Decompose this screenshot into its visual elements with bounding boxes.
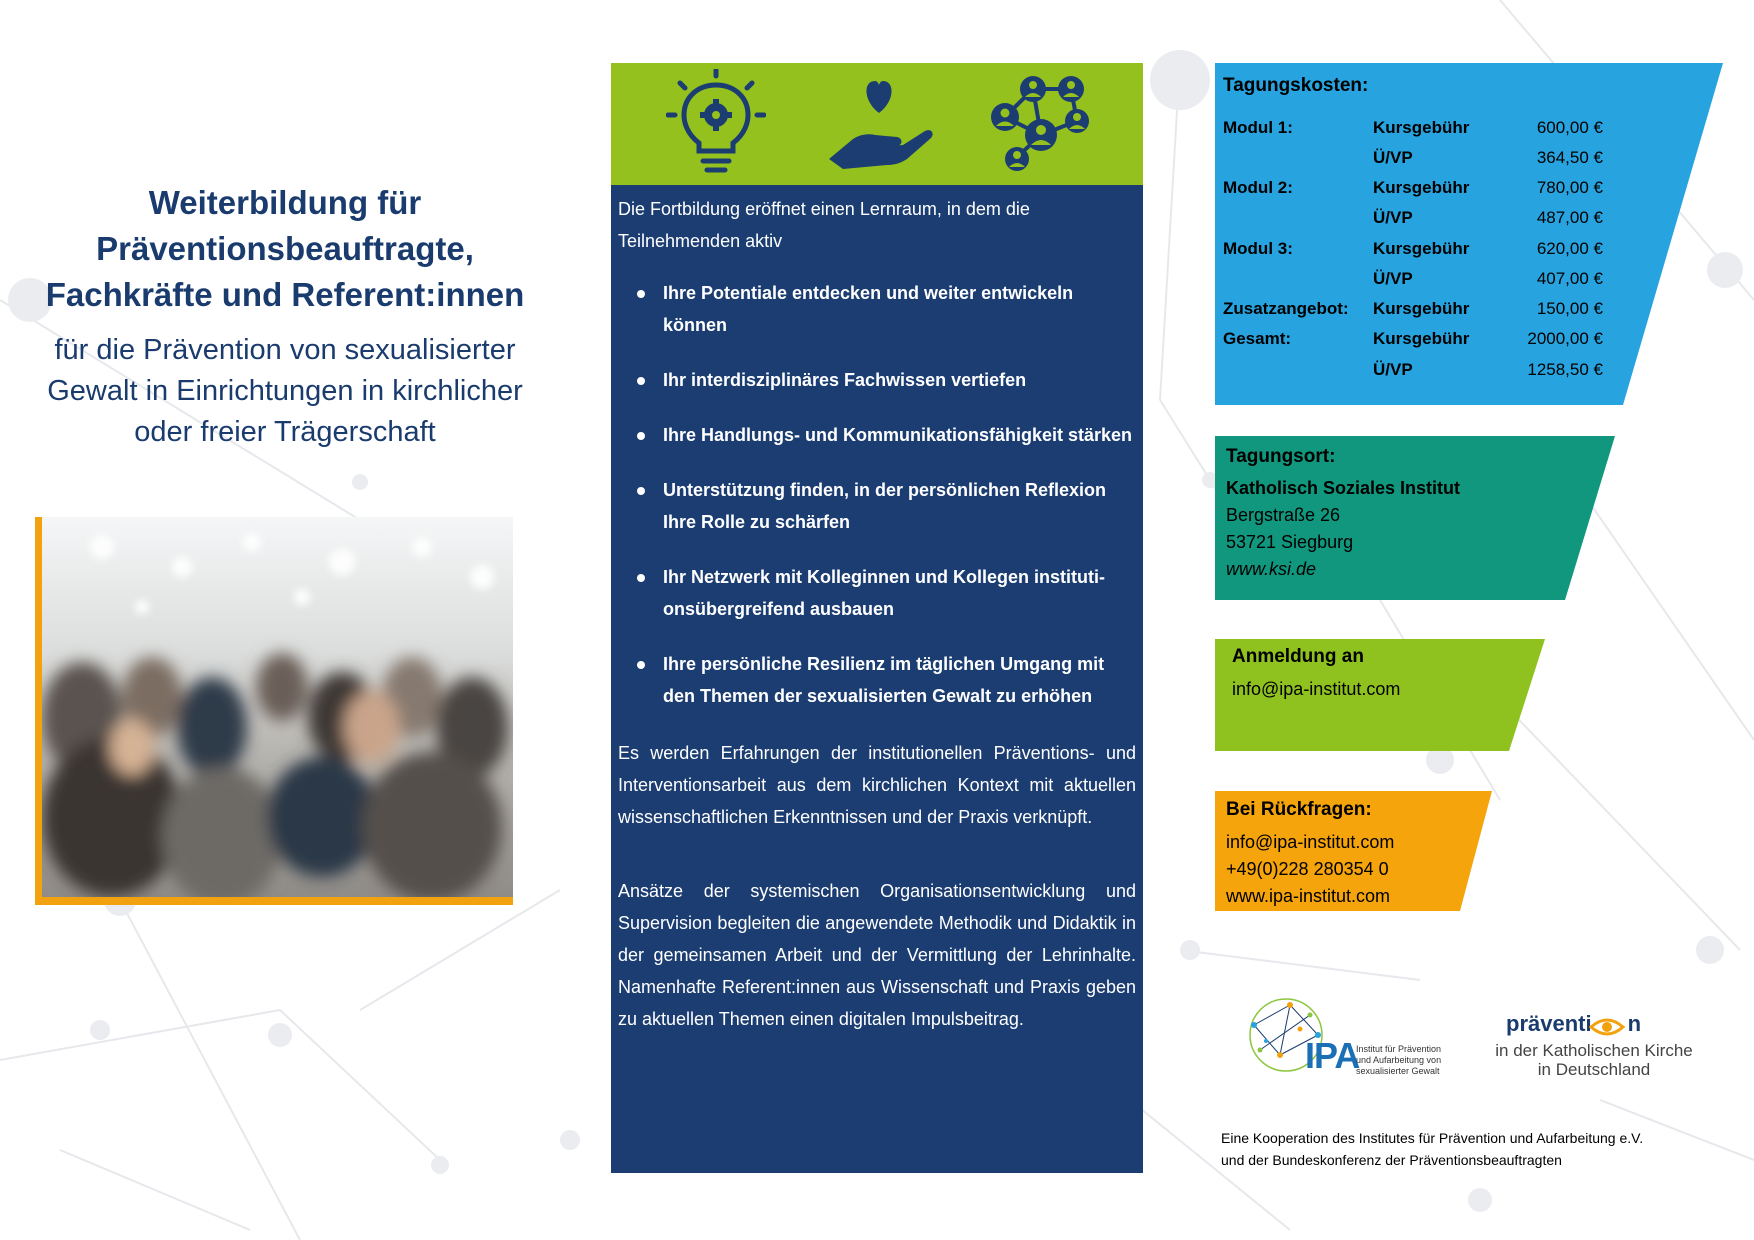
- list-item: Ihre Potentiale entdecken und weiter entwickeln können: [637, 277, 1137, 341]
- cost-row: [1223, 360, 1603, 390]
- ipa-logo-text: IPA: [1305, 1035, 1360, 1076]
- ipa-logo-subtitle: [1356, 1044, 1441, 1077]
- praevention-word-right: n: [1627, 1011, 1642, 1036]
- praevention-sub-line: in Deutschland: [1537, 1060, 1651, 1079]
- eye-icon: [1589, 1015, 1625, 1037]
- ipa-sub-line: und Aufarbeitung von: [1356, 1055, 1442, 1065]
- cost-type: Kursgebühr: [1373, 239, 1470, 258]
- praevention-logo-subtitle: [1474, 1041, 1714, 1079]
- signup-title: Anmeldung an: [1232, 646, 1364, 667]
- cost-type: Kursgebühr: [1373, 178, 1470, 197]
- cost-row: [1223, 299, 1603, 329]
- subtitle-line: für die Prävention von sexualisierter: [54, 334, 516, 366]
- cost-row: [1223, 178, 1603, 208]
- cost-row: [1223, 269, 1603, 299]
- contact-phone: +49(0)228 280354 0: [1226, 859, 1389, 879]
- audience-photo: [42, 517, 513, 897]
- subtitle-line: oder freier Trägerschaft: [134, 416, 436, 448]
- cost-amount: 150,00 €: [1536, 299, 1603, 318]
- signup-email-link[interactable]: info@ipa-institut.com: [1232, 679, 1401, 699]
- signup-panel: [1215, 639, 1545, 751]
- cost-amount: 620,00 €: [1536, 239, 1603, 258]
- list-item: Unterstützung finden, in der persönlichen Reflexion Ihre Rolle zu schärfen: [637, 474, 1137, 538]
- goals-list: [637, 277, 1137, 735]
- cost-type: Ü/VP: [1373, 208, 1413, 227]
- cost-amount: 1258,50 €: [1527, 360, 1603, 379]
- cooperation-note: [1221, 1127, 1721, 1171]
- cost-amount: 364,50 €: [1536, 148, 1603, 167]
- lightbulb-gear-icon: [666, 69, 766, 177]
- cost-amount: 2000,00 €: [1527, 329, 1603, 348]
- contact-panel: [1215, 791, 1492, 911]
- praevention-word-left: präventi: [1506, 1011, 1592, 1036]
- venue-name: Katholisch Soziales Institut: [1226, 478, 1461, 498]
- list-item: Ihr interdisziplinäres Fachwissen vertiefen: [637, 364, 1137, 396]
- cost-type: Kursgebühr: [1373, 329, 1470, 348]
- title-line: Präventionsbeauftragte,: [96, 230, 474, 267]
- cost-type: Ü/VP: [1373, 269, 1413, 288]
- venue-title: Tagungsort:: [1226, 446, 1336, 467]
- venue-panel: [1215, 436, 1615, 600]
- paragraph-methods: Ansätze der systemischen Organisationsentwicklung und Supervision begleiten die angewendete Methodik und Didaktik in der gemeinsamen Arbeit und der Vermittlung der Lehrinhalte. Namenhafte Referent:innen aus Wissenschaft und Praxis geben zu aktuellen Themen einen digitalen Impulsbeitrag.: [618, 881, 1136, 1029]
- heart-hand-icon: [823, 73, 935, 173]
- cost-row: [1223, 118, 1603, 148]
- cost-row: [1223, 148, 1603, 178]
- list-item: Ihre Handlungs- und Kommunikationsfähigkeit stärken: [637, 419, 1137, 451]
- ipa-sub-line: Institut für Prävention: [1356, 1044, 1442, 1054]
- cost-label: Modul 2:: [1223, 178, 1293, 197]
- praevention-sub-line: in der Katholischen Kirche: [1495, 1041, 1693, 1060]
- cost-type: Kursgebühr: [1373, 118, 1470, 137]
- cost-type: Ü/VP: [1373, 360, 1413, 379]
- cost-type: Kursgebühr: [1373, 299, 1470, 318]
- title-line: Fachkräfte und Referent:innen: [45, 276, 525, 313]
- contact-title: Bei Rückfragen:: [1226, 799, 1372, 820]
- venue-website-link[interactable]: www.ksi.de: [1226, 559, 1317, 579]
- partner-logos: [1240, 995, 1700, 1095]
- title-line: Weiterbildung für: [148, 184, 422, 221]
- cost-amount: 487,00 €: [1536, 208, 1603, 227]
- contact-email-link[interactable]: info@ipa-institut.com: [1226, 832, 1395, 852]
- network-people-icon: [981, 69, 1093, 177]
- cost-label: Modul 3:: [1223, 239, 1293, 258]
- subtitle-line: Gewalt in Einrichtungen in kirchlicher: [47, 375, 523, 407]
- cost-row: [1223, 239, 1603, 269]
- costs-title: Tagungskosten:: [1223, 75, 1369, 96]
- cost-label: Modul 1:: [1223, 118, 1293, 137]
- venue-street: Bergstraße 26: [1226, 505, 1341, 525]
- venue-city: 53721 Siegburg: [1226, 532, 1354, 552]
- ipa-sub-line: sexualisierter Gewalt: [1356, 1066, 1440, 1076]
- contact-website-link[interactable]: www.ipa-institut.com: [1226, 886, 1391, 906]
- paragraph-experience: Es werden Erfahrungen der institutionellen Präventions- und Interventionsarbeit aus dem kirchlichen Kontext mit aktuellen wissenschaftlichen Erkenntnissen und der Praxis verknüpft.: [618, 743, 1136, 827]
- cost-amount: 600,00 €: [1536, 118, 1603, 137]
- icon-banner: [611, 63, 1143, 185]
- cost-label: Gesamt:: [1223, 329, 1292, 348]
- cost-amount: 780,00 €: [1536, 178, 1603, 197]
- intro-text: Die Fortbildung eröffnet einen Lernraum, in dem die Teilnehmenden aktiv: [618, 199, 1030, 251]
- cost-label: Zusatzangebot:: [1223, 299, 1349, 318]
- cooperation-line: Eine Kooperation des Institutes für Prävention und Aufarbeitung e.V.: [1221, 1130, 1644, 1146]
- page-title: [20, 180, 550, 318]
- cost-row: [1223, 329, 1603, 359]
- cost-row: [1223, 208, 1603, 238]
- list-item: Ihre persönliche Resilienz im täglichen Umgang mit den Themen der sexualisierten Gewalt zu erhöhen: [637, 648, 1137, 712]
- cost-type: Ü/VP: [1373, 148, 1413, 167]
- cost-amount: 407,00 €: [1536, 269, 1603, 288]
- costs-panel: [1215, 63, 1723, 405]
- page-subtitle: [20, 330, 550, 453]
- info-panel: [611, 185, 1143, 1173]
- list-item: Ihr Netzwerk mit Kolleginnen und Kollegen instituti-onsübergreifend ausbauen: [637, 561, 1137, 625]
- cooperation-line: und der Bundeskonferenz der Präventionsbeauftragten: [1221, 1152, 1562, 1168]
